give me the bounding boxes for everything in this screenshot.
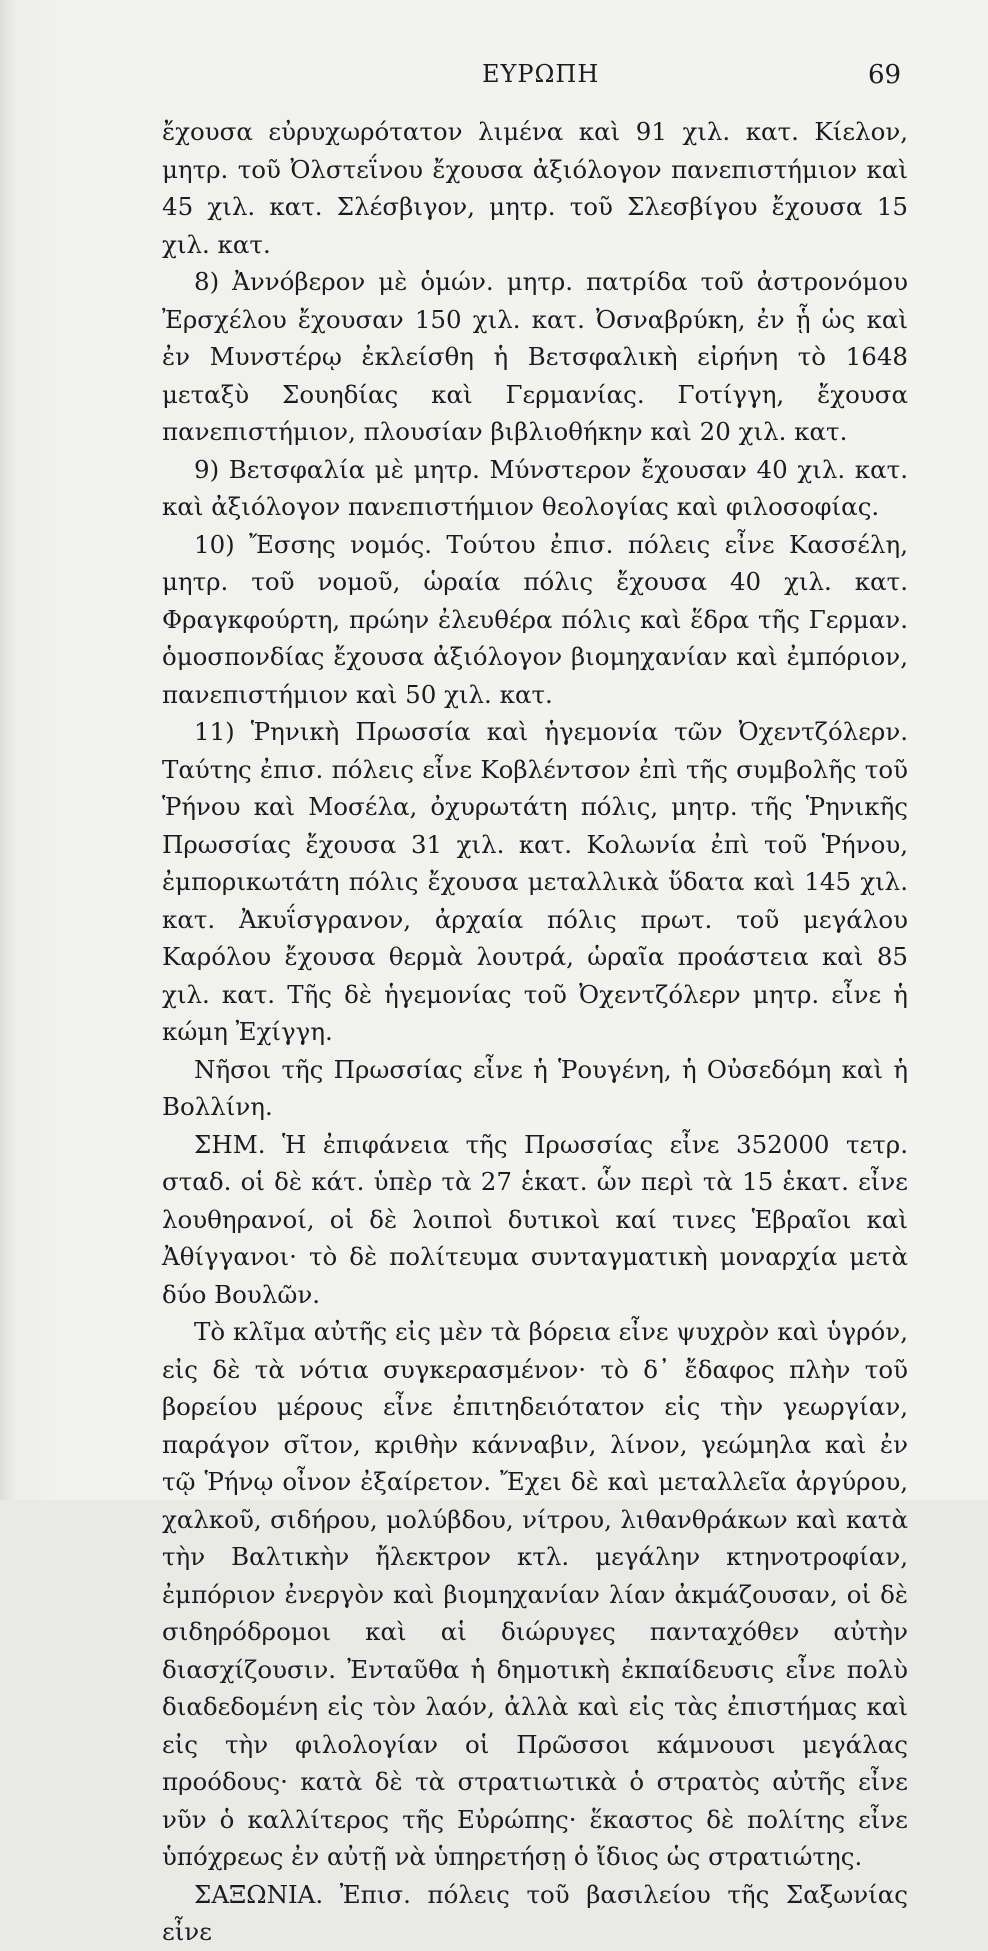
paragraph-westphalia: 9) Βετσφαλία μὲ μητρ. Μύνστερον ἔχουσαν 40 χιλ. κατ. καὶ ἀξιόλογον πανεπιστήμιον θεολογίας καὶ φιλοσοφίας. (162, 454, 908, 521)
running-header (0, 60, 988, 100)
paragraph-hesse: 10) Ἔσσης νομός. Τούτου ἐπισ. πόλεις εἶνε Κασσέλη, μητρ. τοῦ νομοῦ, ὡραία πόλις ἔχουσα 40 χιλ. κατ. Φραγκφούρτη, πρώην ἐλευθέρα πόλις καὶ ἕδρα τῆς Γερμαν. ὁμοσπονδίας ἔχουσα ἀξιόλογον βιομηχανίαν καὶ ἐμπόριον, πανεπιστήμιον καὶ 50 χιλ. κατ. (162, 529, 908, 709)
body-text (162, 113, 908, 1951)
paragraph-saxony: ΣΑΞΩΝΙΑ. Ἐπισ. πόλεις τοῦ βασιλείου τῆς Σαξωνίας εἶνε (162, 1879, 908, 1946)
paragraph-hanover: 8) Ἀννόβερον μὲ ὁμών. μητρ. πατρίδα τοῦ ἀστρονόμου Ἐρσχέλου ἔχουσαν 150 χιλ. κατ. Ὀσναβρύκη, ἐν ᾗ ὡς καὶ ἐν Μυνστέρῳ ἐκλείσθη ἡ Βετσφαλικὴ εἰρήνη τὸ 1648 μεταξὺ Σουηδίας καὶ Γερμανίας. Γοτίγγη, ἔχουσα πανεπιστήμιον, πλουσίαν βιβλιοθήκην καὶ 20 χιλ. κατ. (162, 267, 908, 446)
running-title: ΕΥΡΩΠΗ (482, 60, 600, 88)
paragraph-note: ΣΗΜ. Ἡ ἐπιφάνεια τῆς Πρωσσίας εἶνε 352000 τετρ. σταδ. οἱ δὲ κάτ. ὑπὲρ τὰ 27 ἑκατ. ὧν περὶ τὰ 15 ἑκατ. εἶνε λουθηρανοί, οἱ δὲ λοιποὶ δυτικοὶ καί τινες Ἑβραῖοι καὶ Ἀθίγγανοι· τὸ δὲ πολίτευμα συνταγματικὴ μοναρχία μετὰ δύο Βουλῶν. (162, 1129, 908, 1309)
page-number: 69 (868, 60, 902, 90)
paragraph-climate: Τὸ κλῖμα αὐτῆς εἰς μὲν τὰ βόρεια εἶνε ψυχρὸν καὶ ὑγρόν, εἰς δὲ τὰ νότια συγκερασμένον· τὸ δ᾽ ἔδαφος πλὴν τοῦ βορείου μέρους εἶνε ἐπιτηδειότατον εἰς τὴν γεωργίαν, παράγον σῖτον, κριθὴν κάνναβιν, λίνον, γεώμηλα καὶ ἐν τῷ Ῥήνῳ οἶνον ἐξαίρετον. Ἔχει δὲ καὶ μεταλλεῖα ἀργύρου, χαλκοῦ, σιδήρου, μολύβδου, νίτρου, λιθανθράκων καὶ κατὰ τὴν Βαλτικὴν ἤλεκτρον κτλ. μεγάλην κτηνοτροφίαν, ἐμπόριον ἐνεργὸν καὶ βιομηχανίαν λίαν ἀκμάζουσαν, οἱ δὲ σιδηρόδρομοι καὶ αἱ διώρυγες πανταχόθεν αὐτὴν διασχίζουσιν. Ἐνταῦθα ἡ δημοτικὴ ἐκπαίδευσις εἶνε πολὺ διαδεδομένη εἰς τὸν λαόν, ἀλλὰ καὶ εἰς τὰς ἐπιστήμας καὶ εἰς τὴν φιλολογίαν οἱ Πρῶσσοι κάμνουσι μεγάλας προόδους· κατὰ δὲ τὰ στρατιωτικὰ ὁ στρατὸς αὐτῆς εἶνε νῦν ὁ καλλίτερος τῆς Εὐρώπης· ἕκαστος δὲ πολίτης εἶνε ὑπόχρεως ἐν αὐτῇ νὰ ὑπηρετήσῃ ὁ ἴδιος ὡς στρατιώτης. (162, 1317, 908, 1871)
paragraph-continuation: ἔχουσα εὐρυχωρότατον λιμένα καὶ 91 χιλ. κατ. Κίελον, μητρ. τοῦ Ὀλστεΐνου ἔχουσα ἀξιόλογον πανεπιστήμιον καὶ 45 χιλ. κατ. Σλέσβιγον, μητρ. τοῦ Σλεσβίγου ἔχουσα 15 χιλ. κατ. (162, 117, 908, 259)
paragraph-islands: Νῆσοι τῆς Πρωσσίας εἶνε ἡ Ῥουγένη, ἡ Οὐσεδόμη καὶ ἡ Βολλίνη. (162, 1054, 908, 1121)
paragraph-rhine-prussia: 11) Ῥηνικὴ Πρωσσία καὶ ἡγεμονία τῶν Ὀχεντζόλερν. Ταύτης ἐπισ. πόλεις εἶνε Κοβλέντσον ἐπὶ τῆς συμβολῆς τοῦ Ῥήνου καὶ Μοσέλα, ὀχυρωτάτη πόλις, μητρ. τῆς Ῥηνικῆς Πρωσσίας ἔχουσα 31 χιλ. κατ. Κολωνία ἐπὶ τοῦ Ῥήνου, ἐμπορικωτάτη πόλις ἔχουσα μεταλλικὰ ὕδατα καὶ 145 χιλ. κατ. Ἀκυΐσγρανον, ἀρχαία πόλις πρωτ. τοῦ μεγάλου Καρόλου ἔχουσα θερμὰ λουτρά, ὡραῖα προάστεια καὶ 85 χιλ. κατ. Τῆς δὲ ἡγεμονίας τοῦ Ὀχεντζόλερν μητρ. εἶνε ἡ κώμη Ἐχίγγη. (162, 717, 908, 1046)
